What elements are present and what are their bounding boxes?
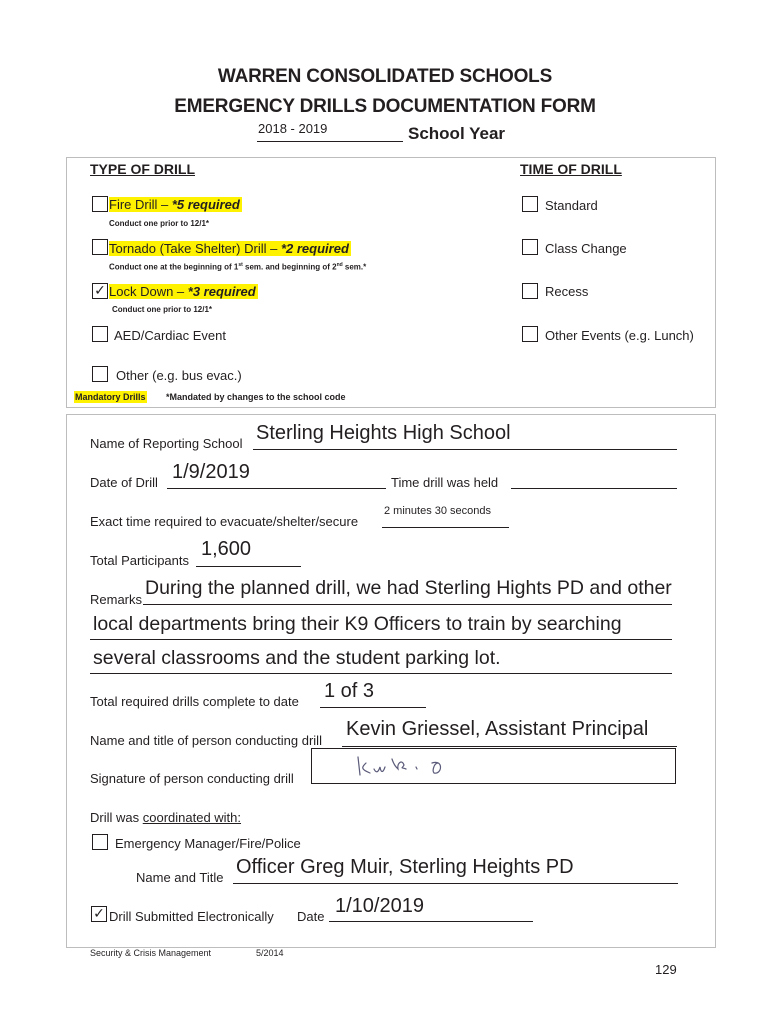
tornado-drill-text: Tornado (Take Shelter) Drill – bbox=[109, 241, 281, 256]
emergency-manager-label: Emergency Manager/Fire/Police bbox=[115, 836, 301, 851]
evac-time-value[interactable]: 2 minutes 30 seconds bbox=[384, 505, 492, 517]
other-events-checkbox[interactable] bbox=[522, 326, 538, 342]
tornado-drill-label bbox=[109, 241, 351, 256]
signature-box[interactable] bbox=[311, 748, 676, 784]
other-drill-checkbox[interactable] bbox=[92, 366, 108, 382]
lockdown-required: *3 required bbox=[187, 284, 256, 299]
lockdown-note: Conduct one prior to 12/1* bbox=[112, 305, 213, 314]
conductor-value[interactable]: Kevin Griessel, Assistant Principal bbox=[346, 718, 649, 740]
emergency-manager-checkbox[interactable] bbox=[92, 834, 108, 850]
participants-line bbox=[196, 566, 301, 567]
fire-drill-label bbox=[109, 197, 242, 212]
evac-time-label: Exact time required to evacuate/shelter/secure bbox=[90, 514, 359, 529]
drills-complete-value[interactable]: 1 of 3 bbox=[324, 680, 375, 702]
standard-checkbox[interactable] bbox=[522, 196, 538, 212]
fire-drill-checkbox[interactable] bbox=[92, 196, 108, 212]
evac-time-line bbox=[382, 527, 509, 528]
coordinated-label-b: coordinated with: bbox=[142, 810, 242, 825]
school-year-value[interactable]: 2018 - 2019 bbox=[258, 121, 328, 136]
submitted-checkbox[interactable]: ✓ bbox=[91, 906, 107, 922]
remarks-line3[interactable]: several classrooms and the student parking lot. bbox=[93, 647, 501, 669]
tornado-note-a: Conduct one at the beginning of 1 bbox=[109, 262, 239, 272]
submitted-date-label: Date bbox=[297, 909, 325, 924]
tornado-note-c: sem.* bbox=[342, 262, 367, 272]
fire-drill-note: Conduct one prior to 12/1* bbox=[109, 219, 210, 228]
footer-revision: 5/2014 bbox=[256, 948, 284, 958]
drills-complete-line bbox=[320, 707, 426, 708]
name-title-label: Name and Title bbox=[136, 870, 224, 885]
participants-value[interactable]: 1,600 bbox=[201, 538, 252, 560]
form-title-line1: WARREN CONSOLIDATED SCHOOLS bbox=[217, 66, 553, 87]
remarks-line1[interactable]: During the planned drill, we had Sterling Hights PD and other bbox=[145, 577, 672, 599]
remarks-underline1 bbox=[143, 604, 672, 605]
submitted-label: Drill Submitted Electronically bbox=[109, 909, 274, 924]
mandatory-drills-label: Mandatory Drills bbox=[75, 392, 146, 402]
other-events-label: Other Events (e.g. Lunch) bbox=[545, 328, 694, 343]
signature-label: Signature of person conducting drill bbox=[90, 771, 294, 786]
tornado-note-sup1: st bbox=[238, 262, 243, 268]
conductor-line bbox=[342, 746, 677, 747]
school-name-label: Name of Reporting School bbox=[90, 436, 243, 451]
name-title-value[interactable]: Officer Greg Muir, Sterling Heights PD bbox=[236, 856, 574, 878]
footer-dept: Security & Crisis Management bbox=[90, 948, 212, 958]
time-of-drill-heading: TIME OF DRILL bbox=[520, 161, 622, 177]
recess-label: Recess bbox=[545, 284, 589, 299]
school-year-label: School Year bbox=[408, 124, 506, 143]
date-value[interactable]: 1/9/2019 bbox=[172, 461, 250, 483]
lockdown-checkbox[interactable]: ✓ bbox=[92, 283, 108, 299]
remarks-underline3 bbox=[90, 673, 672, 674]
drills-complete-label: Total required drills complete to date bbox=[90, 694, 299, 709]
class-change-checkbox[interactable] bbox=[522, 239, 538, 255]
standard-label: Standard bbox=[545, 198, 598, 213]
remarks-underline2 bbox=[90, 639, 672, 640]
form-title-line2: EMERGENCY DRILLS DOCUMENTATION FORM bbox=[174, 96, 596, 117]
coordinated-label bbox=[90, 810, 241, 825]
time-held-label: Time drill was held bbox=[391, 475, 499, 490]
date-line bbox=[167, 488, 386, 489]
school-name-value[interactable]: Sterling Heights High School bbox=[256, 422, 511, 444]
tornado-drill-note bbox=[109, 262, 366, 272]
participants-label: Total Participants bbox=[90, 553, 189, 568]
remarks-line2[interactable]: local departments bring their K9 Officers to train by searching bbox=[93, 613, 622, 635]
other-drill-label: Other (e.g. bus evac.) bbox=[116, 368, 242, 383]
aed-label: AED/Cardiac Event bbox=[114, 328, 226, 343]
tornado-drill-checkbox[interactable] bbox=[92, 239, 108, 255]
remarks-label: Remarks bbox=[90, 592, 143, 607]
aed-checkbox[interactable] bbox=[92, 326, 108, 342]
conductor-label: Name and title of person conducting drill bbox=[90, 733, 322, 748]
name-title-line bbox=[233, 883, 678, 884]
coordinated-label-a: Drill was bbox=[90, 810, 143, 825]
submitted-date-line bbox=[329, 921, 533, 922]
recess-checkbox[interactable] bbox=[522, 283, 538, 299]
fire-drill-required: *5 required bbox=[171, 197, 240, 212]
mandated-note: *Mandated by changes to the school code bbox=[166, 392, 346, 402]
class-change-label: Class Change bbox=[545, 241, 627, 256]
school-name-line bbox=[253, 449, 677, 450]
signature-scribble-icon bbox=[350, 749, 490, 783]
school-year-underline bbox=[257, 141, 403, 142]
lockdown-label bbox=[109, 284, 258, 299]
tornado-note-sup2: nd bbox=[336, 262, 343, 268]
page-number: 129 bbox=[655, 962, 677, 977]
fire-drill-text: Fire Drill – bbox=[109, 197, 172, 212]
submitted-date-value[interactable]: 1/10/2019 bbox=[335, 895, 424, 917]
tornado-drill-required: *2 required bbox=[280, 241, 349, 256]
lockdown-text: Lock Down – bbox=[109, 284, 188, 299]
time-held-line bbox=[511, 488, 677, 489]
type-of-drill-heading: TYPE OF DRILL bbox=[90, 161, 195, 177]
date-label: Date of Drill bbox=[90, 475, 158, 490]
tornado-note-b: sem. and beginning of 2 bbox=[242, 262, 337, 272]
